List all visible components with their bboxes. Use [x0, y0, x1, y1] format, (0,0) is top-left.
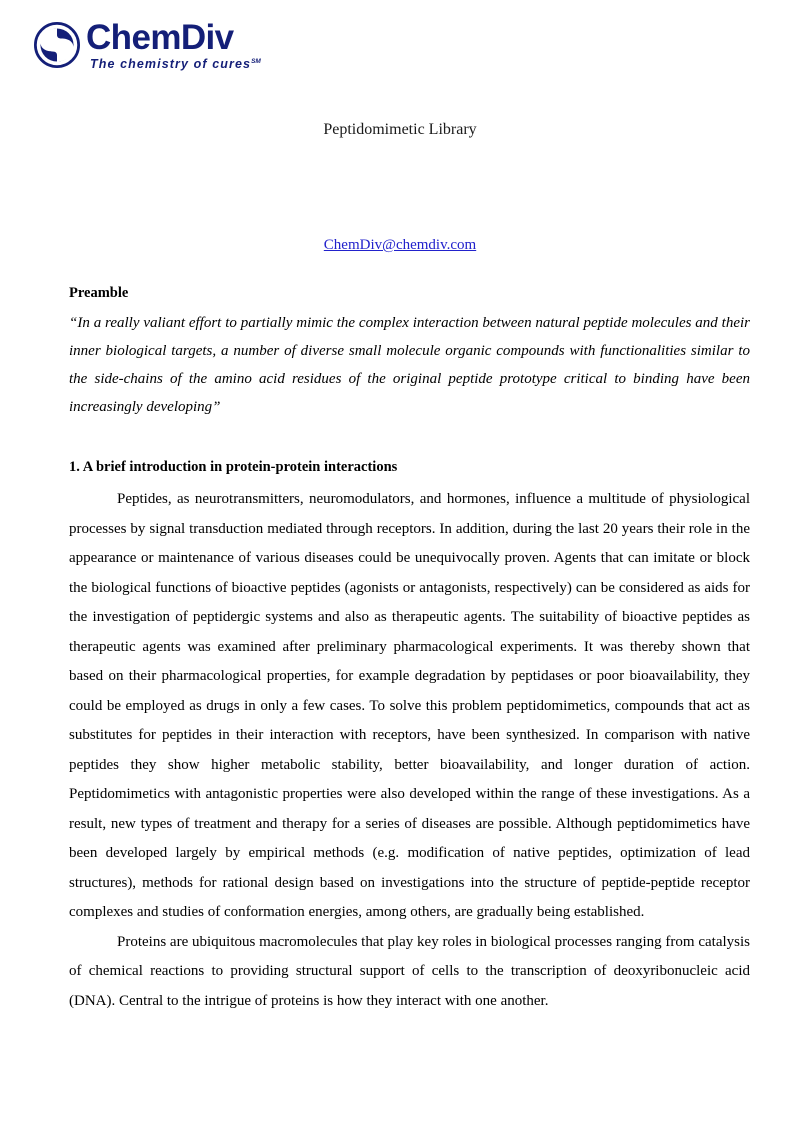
logo-tagline-text: The chemistry of cures: [90, 57, 252, 72]
document-content: [69, 283, 750, 1016]
section-1-paragraph-1: Peptides, as neurotransmitters, neuromodulators, and hormones, influence a multitude of physiological processes by signal transduction mediated through receptors. In addition, during the last 20 years their role in the appearance or maintenance of various diseases could be unequivocally proven. Agents that can imitate or block the biological functions of bioactive peptides (agonists or antagonists, respectively) can be considered as aids for the investigation of peptidergic systems and also as therapeutic agents. The suitability of bioactive peptides as therapeutic agents was examined after preliminary pharmacological experiments. It was thereby shown that based on their pharmacological properties, for example degradation by peptidases or poor bioavailability, they could be employed as drugs in only a few cases. To solve this problem peptidomimetics, compounds that act as substitutes for peptides in their interaction with receptors, have been synthesized. In comparison with native peptides they show higher metabolic stability, better bioavailability, and longer duration of action. Peptidomimetics with antagonistic properties were also developed within the range of these investigations. As a result, new types of treatment and therapy for a series of diseases are possible. Although peptidomimetics have been developed largely by empirical methods (e.g. modification of native peptides, optimization of lead structures), methods for rational design based on investigations into the structure of peptide-peptide receptor complexes and studies of conformation energies, among others, are gradually being established.: [69, 491, 750, 920]
logo-tagline-superscript: SM: [251, 58, 261, 65]
logo-text-block: [86, 20, 261, 71]
preamble-heading: Preamble: [69, 285, 129, 301]
contact-email-link[interactable]: ChemDiv@chemdiv.com: [323, 237, 477, 253]
preamble-quote: “In a really valiant effort to partially mimic the complex interaction between natural peptide molecules and their inner biological targets, a number of diverse small molecule organic compounds with functionalities similar to the side-chains of the amino acid residues of the original peptide prototype critical to binding have been increasingly developing”: [69, 315, 750, 415]
chemdiv-circle-swirl-logo-icon: [34, 22, 80, 68]
logo-wordmark: ChemDiv: [86, 18, 234, 57]
contact-email-line: [0, 235, 800, 255]
section-1-paragraph-2: Proteins are ubiquitous macromolecules that play key roles in biological processes ranging from catalysis of chemical reactions to providing structural support of cells to the transcription of deoxyribonucleic acid (DNA). Central to the intrigue of proteins is how they interact with one another.: [69, 933, 750, 1009]
section-1-heading: 1. A brief introduction in protein-protein interactions: [69, 459, 398, 475]
letterhead: [34, 20, 261, 71]
logo-tagline: [86, 55, 261, 71]
page-title: Peptidomimetic Library: [323, 121, 477, 138]
